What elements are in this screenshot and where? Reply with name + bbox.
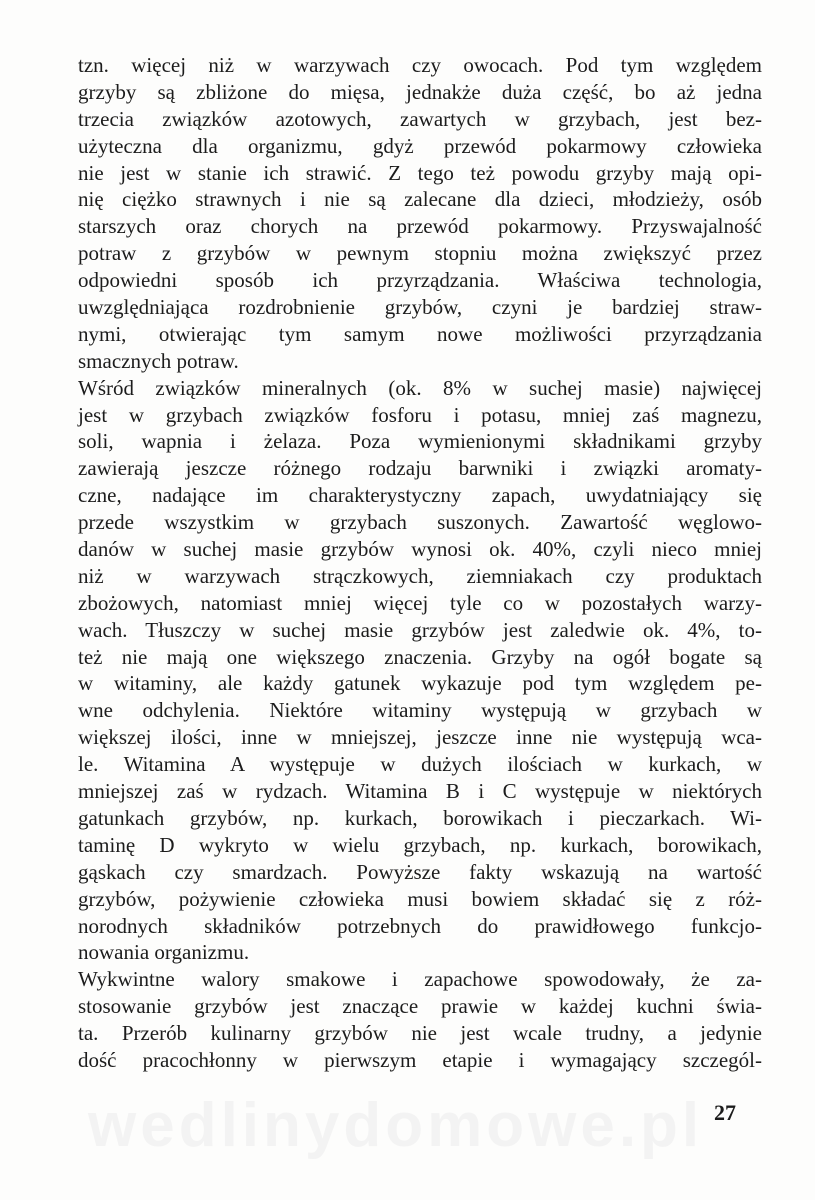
text-line: większej ilości, inne w mniejszej, jeszcze inne nie występują wca-	[78, 725, 762, 750]
text-line: taminę D wykryto w wielu grzybach, np. kurkach, borowikach,	[78, 832, 762, 857]
text-line: zawierają jeszcze różnego rodzaju barwniki i związki aromaty-	[78, 456, 762, 481]
text-line: mniejszej zaś w rydzach. Witamina B i C występuje w niektórych	[78, 779, 762, 804]
text-line: dość pracochłonny w pierwszym etapie i wymagający szczegól-	[78, 1047, 762, 1072]
text-line: norodnych składników potrzebnych do prawidłowego funkcjo-	[78, 913, 762, 938]
text-line: Wśród związków mineralnych (ok. 8% w suchej masie) najwięcej	[78, 375, 762, 400]
text-line: tzn. więcej niż w warzywach czy owocach. Pod tym względem	[78, 53, 762, 77]
text-line: danów w suchej masie grzybów wynosi ok. 40%, czyli nieco mniej	[78, 537, 762, 562]
text-line: uwzględniająca rozdrobnienie grzybów, czyni je bardziej straw-	[78, 295, 762, 320]
text-line: wach. Tłuszczy w suchej masie grzybów jest zaledwie ok. 4%, to-	[78, 617, 762, 642]
text-line: jest w grzybach związków fosforu i potasu, mniej zaś magnezu,	[78, 402, 762, 427]
text-line: nię ciężko strawnych i nie są zalecane dla dzieci, młodzieży, osób	[78, 187, 762, 212]
text-line: też nie mają one większego znaczenia. Grzyby na ogół bogate są	[78, 644, 762, 669]
text-line: w witaminy, ale każdy gatunek wykazuje pod tym względem pe-	[78, 671, 762, 696]
text-line: użyteczna dla organizmu, gdyż przewód pokarmowy człowieka	[78, 133, 762, 158]
text-line: starszych oraz chorych na przewód pokarmowy. Przyswajalność	[78, 214, 762, 239]
page-number: 27	[714, 1100, 736, 1125]
text-line: nowania organizmu.	[78, 940, 250, 965]
text-line: Wykwintne walory smakowe i zapachowe spowodowały, że za-	[78, 967, 762, 992]
text-line: nie jest w stanie ich strawić. Z tego też powodu grzyby mają opi-	[78, 160, 762, 185]
body-text	[78, 52, 762, 1074]
text-line: stosowanie grzybów jest znaczące prawie w każdej kuchni świa-	[78, 994, 762, 1019]
text-line: smacznych potraw.	[78, 348, 239, 373]
text-line: trzecia związków azotowych, zawartych w grzybach, jest bez-	[78, 106, 762, 131]
text-line: potraw z grzybów w pewnym stopniu można zwiększyć przez	[78, 241, 762, 266]
text-line: odpowiedni sposób ich przyrządzania. Właściwa technologia,	[78, 268, 762, 293]
text-line: ta. Przerób kulinarny grzybów nie jest wcale trudny, a jedynie	[78, 1021, 762, 1046]
text-line: zbożowych, natomiast mniej więcej tyle co w pozostałych warzy-	[78, 590, 762, 615]
text-line: grzyby są zbliżone do mięsa, jednakże duża część, bo aż jedna	[78, 79, 762, 104]
text-line: niż w warzywach strączkowych, ziemniakach czy produktach	[78, 563, 762, 588]
text-line: wne odchylenia. Niektóre witaminy występują w grzybach w	[78, 698, 762, 723]
watermark: wedlinydomowe.pl	[88, 1091, 704, 1160]
text-line: grzybów, pożywienie człowieka musi bowiem składać się z róż-	[78, 886, 762, 911]
text-line: przede wszystkim w grzybach suszonych. Zawartość węglowo-	[78, 510, 762, 535]
text-line: le. Witamina A występuje w dużych ilościach w kurkach, w	[78, 752, 762, 777]
text-line: nymi, otwierając tym samym nowe możliwości przyrządzania	[78, 321, 762, 346]
text-line: czne, nadające im charakterystyczny zapach, uwydatniający się	[78, 483, 762, 508]
text-line: gąskach czy smardzach. Powyższe fakty wskazują na wartość	[78, 859, 762, 884]
text-line: soli, wapnia i żelaza. Poza wymienionymi składnikami grzyby	[78, 429, 762, 454]
text-line: gatunkach grzybów, np. kurkach, borowikach i pieczarkach. Wi-	[78, 805, 762, 830]
